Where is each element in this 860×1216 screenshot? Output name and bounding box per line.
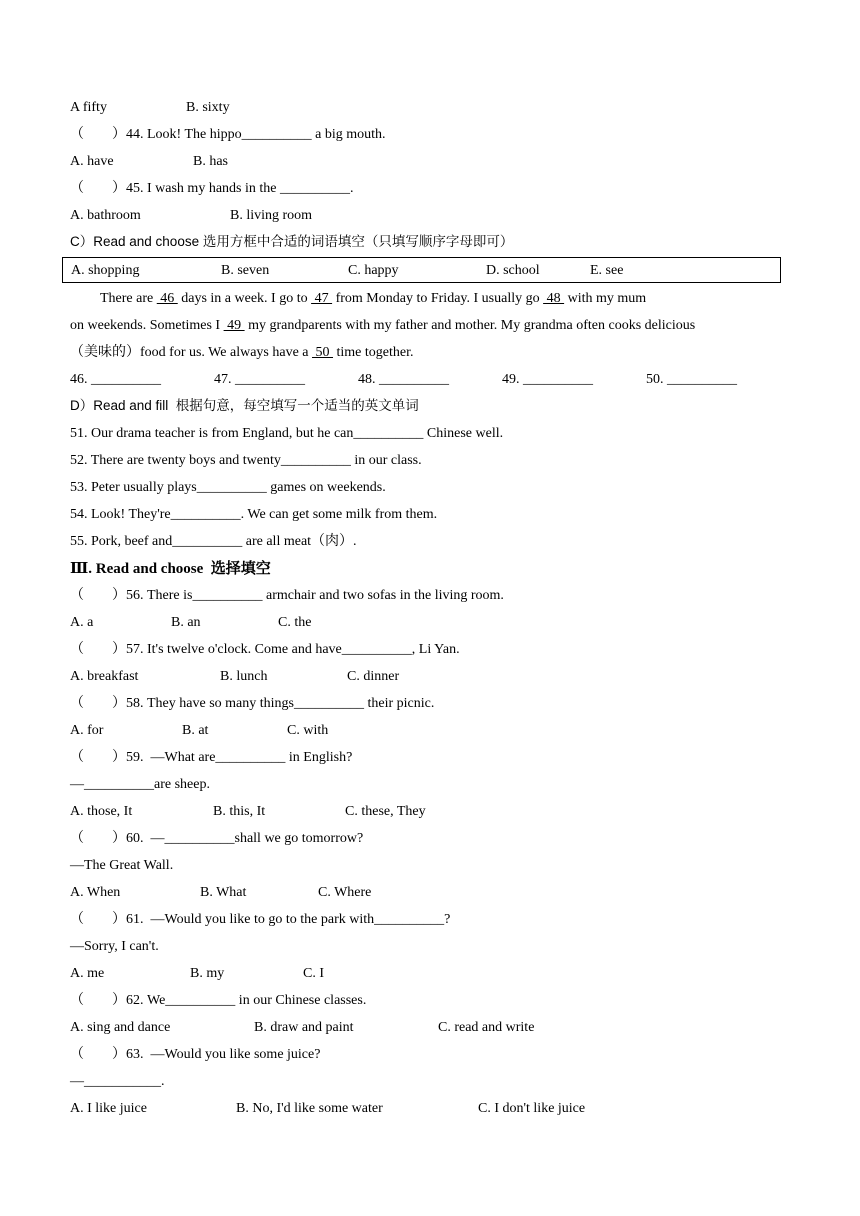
word-box-option-d: D. school (486, 263, 540, 278)
q61-reply: —Sorry, I can't. (70, 939, 159, 954)
q59-question: （ ）59. —What are__________ in English? (70, 750, 353, 765)
q61-question: （ ）61. —Would you like to go to the park with__________? (70, 912, 451, 927)
answer-47[interactable]: 47. __________ (214, 372, 305, 387)
q60-question: （ ）60. —__________shall we go tomorrow? (70, 831, 364, 846)
q44-option-b: B. has (193, 154, 228, 169)
q45-question: （ ）45. I wash my hands in the __________. (70, 181, 354, 196)
q60-option-a: A. When (70, 885, 121, 900)
q61-option-a: A. me (70, 966, 105, 981)
q63-reply: —___________. (70, 1074, 165, 1089)
passage-text: on weekends. Sometimes I (70, 318, 224, 333)
q63-option-c: C. I don't like juice (478, 1101, 586, 1116)
q56-option-a: A. a (70, 615, 94, 630)
q63-option-b: B. No, I'd like some water (236, 1101, 383, 1116)
passage-line-1 (100, 290, 646, 308)
passage-text: time together. (333, 345, 414, 360)
q59-option-a: A. those, It (70, 804, 133, 819)
q57-option-b: B. lunch (220, 669, 268, 684)
q54-question: 54. Look! They're__________. We can get some milk from them. (70, 507, 438, 522)
passage-text: days in a week. I go to (177, 291, 312, 306)
passage-text: with my mum (564, 291, 647, 306)
word-box-option-b: B. seven (221, 263, 270, 278)
section-d-title: D）Read and fill 根据句意，每空填写一个适当的英文单词 (70, 398, 419, 413)
q63-option-a: A. I like juice (70, 1101, 147, 1116)
passage-line-3 (70, 344, 414, 362)
answer-49[interactable]: 49. __________ (502, 372, 593, 387)
q51-question: 51. Our drama teacher is from England, but he can__________ Chinese well. (70, 426, 504, 441)
q45-option-a: A. bathroom (70, 208, 141, 223)
q56-option-c: C. the (278, 615, 312, 630)
q59-option-c: C. these, They (345, 804, 426, 819)
q62-option-c: C. read and write (438, 1020, 535, 1035)
q61-option-b: B. my (190, 966, 225, 981)
section-iii-title: Ⅲ. Read and choose 选择填空 (70, 561, 271, 577)
word-box-option-c: C. happy (348, 263, 399, 278)
q53-question: 53. Peter usually plays__________ games on weekends. (70, 480, 386, 495)
answer-50[interactable]: 50. __________ (646, 372, 737, 387)
word-box-option-a: A. shopping (71, 263, 140, 278)
q62-option-a: A. sing and dance (70, 1020, 171, 1035)
q44-option-a: A. have (70, 154, 114, 169)
passage-line-2 (70, 317, 695, 335)
q58-question: （ ）58. They have so many things__________ their picnic. (70, 696, 435, 711)
blank-47: 47 (311, 291, 333, 306)
q59-reply: —__________are sheep. (70, 777, 210, 792)
word-box (62, 257, 781, 283)
q63-question: （ ）63. —Would you like some juice? (70, 1047, 321, 1062)
q43-option-b: B. sixty (186, 100, 230, 115)
passage-text: my grandparents with my father and mother. My grandma often cooks delicious (244, 318, 696, 333)
section-c-title: C）Read and choose 选用方框中合适的词语填空（只填写顺序字母即可） (70, 234, 514, 249)
q61-option-c: C. I (303, 966, 324, 981)
q58-option-a: A. for (70, 723, 104, 738)
blank-48: 48 (543, 291, 565, 306)
q45-option-b: B. living room (230, 208, 313, 223)
q60-reply: —The Great Wall. (70, 858, 174, 873)
word-box-option-e: E. see (590, 263, 624, 278)
q62-option-b: B. draw and paint (254, 1020, 354, 1035)
q62-question: （ ）62. We__________ in our Chinese classes. (70, 993, 367, 1008)
q43-option-a: A fifty (70, 100, 107, 115)
q57-question: （ ）57. It's twelve o'clock. Come and have__________, Li Yan. (70, 642, 460, 657)
q55-question: 55. Pork, beef and__________ are all meat（肉）. (70, 534, 357, 549)
blank-49: 49 (223, 318, 245, 333)
q56-option-b: B. an (171, 615, 201, 630)
q58-option-b: B. at (182, 723, 209, 738)
answer-48[interactable]: 48. __________ (358, 372, 449, 387)
passage-text: （美味的）food for us. We always have a (70, 345, 313, 360)
q56-question: （ ）56. There is__________ armchair and two sofas in the living room. (70, 588, 504, 603)
q60-option-b: B. What (200, 885, 247, 900)
q44-question: （ ）44. Look! The hippo__________ a big mouth. (70, 127, 386, 142)
answer-46[interactable]: 46. __________ (70, 372, 161, 387)
q57-option-a: A. breakfast (70, 669, 139, 684)
passage-text: from Monday to Friday. I usually go (332, 291, 544, 306)
blank-46: 46 (156, 291, 178, 306)
q59-option-b: B. this, It (213, 804, 266, 819)
passage-text: There are (100, 291, 157, 306)
q58-option-c: C. with (287, 723, 329, 738)
q60-option-c: C. Where (318, 885, 372, 900)
blank-50: 50 (312, 345, 334, 360)
q52-question: 52. There are twenty boys and twenty__________ in our class. (70, 453, 422, 468)
q57-option-c: C. dinner (347, 669, 400, 684)
